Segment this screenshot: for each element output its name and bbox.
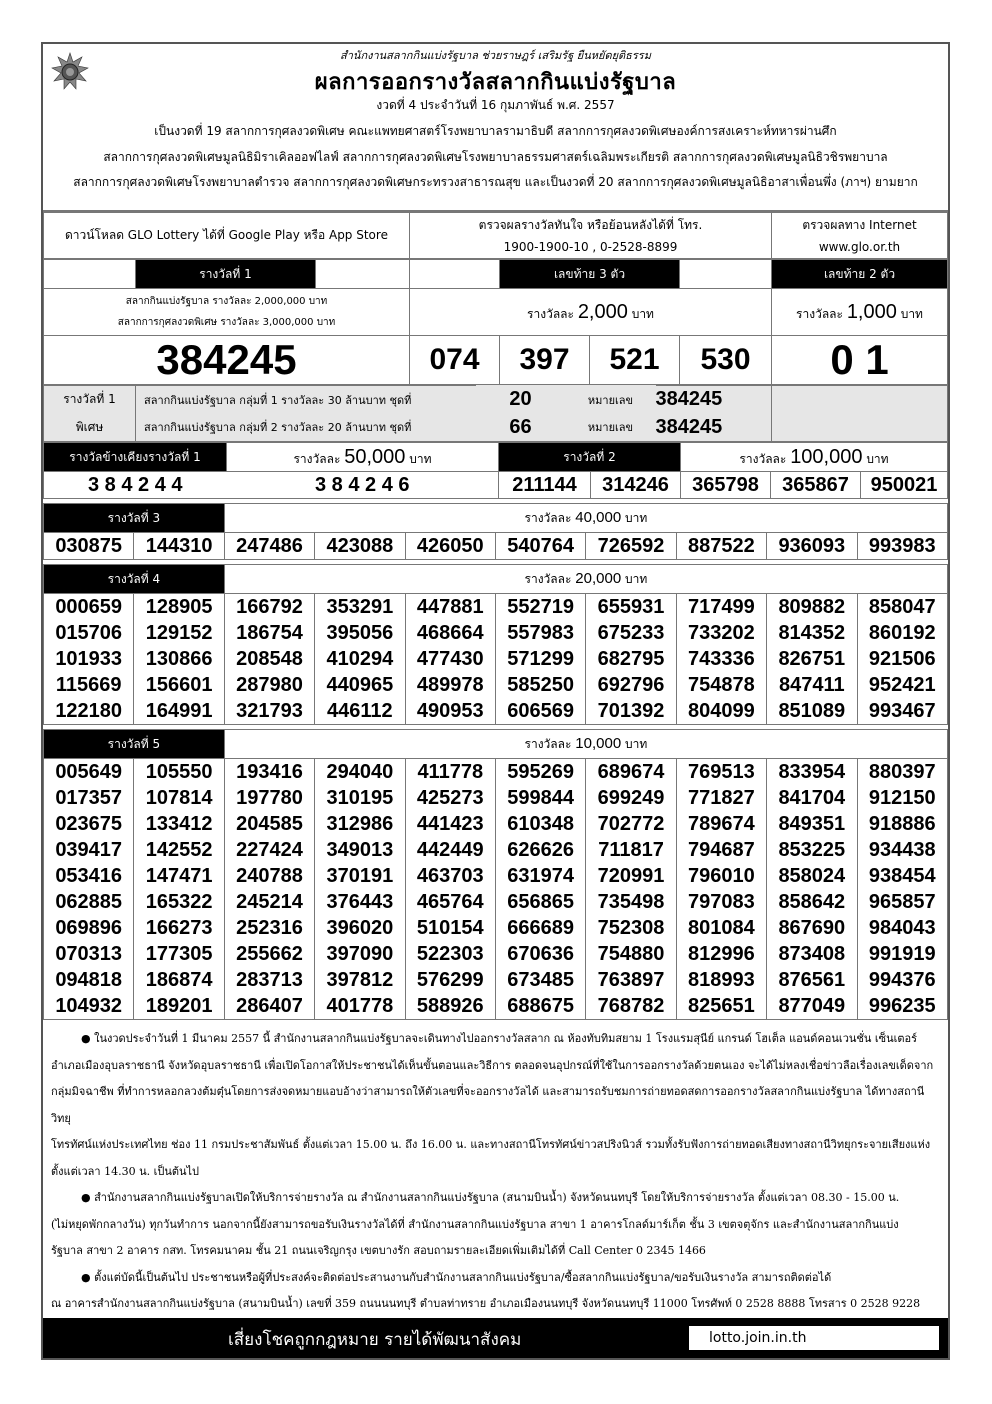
note-2-line-2: (ไม่หยุดพักกลางวัน) ทุกวันทำการ นอกจากนี้ยังสามารถขอรับเงินรางวัลได้ที่ สำนักงานสลากกินแบ่งรัฐบาล สาขา 1 อาคารโกลด์มาร์เก็ต ชั้น 3 เขตจตุจักร และสำนักงานสลากกินแบ่ง (51, 1217, 899, 1231)
fifth-prize-number: 994376 (857, 967, 947, 993)
fourth-prize-number: 814352 (767, 620, 857, 646)
fifth-prize-number: 789674 (676, 811, 766, 837)
second-prize-amount: รางวัลละ 100,000 บาท (681, 443, 948, 472)
fourth-prize-number: 440965 (315, 672, 405, 698)
fifth-prize-number: 588926 (405, 993, 495, 1020)
fourth-prize-label: รางวัลที่ 4 (44, 565, 225, 594)
third-prize-number: 423088 (315, 533, 405, 560)
special-prize-table (43, 385, 948, 442)
fifth-prize-row (44, 967, 948, 993)
third-prize-number: 030875 (44, 533, 134, 560)
note-3-line-2: ณ อาคารสำนักงานสลากกินแบ่งรัฐบาล (สนามบินน้ำ) เลขที่ 359 ถนนนนทบุรี ตำบลท่าทราย อำเภอเมืองนนทบุรี จังหวัดนนทบุรี 11000 โทรศัพท์ 0 2528 8888 โทรสาร 0 2528 9228 (51, 1297, 921, 1310)
fourth-prize-number: 692796 (586, 672, 676, 698)
special-row-2-num-label: หมายเลข (566, 414, 656, 442)
fifth-prize-number: 465764 (405, 889, 495, 915)
third-prize-label: รางวัลที่ 3 (44, 504, 225, 533)
fifth-prize-number: 794687 (676, 837, 766, 863)
download-app-text: ดาวน์โหลด GLO Lottery ได้ที่ Google Play หรือ App Store (44, 213, 410, 259)
special-row-1-set: 20 (509, 388, 532, 410)
second-prize-number: 950021 (861, 472, 948, 499)
fifth-prize-amount: รางวัลละ 10,000 บาท (224, 730, 947, 759)
fifth-prize-number: 039417 (44, 837, 134, 863)
second-prize-number: 365867 (771, 472, 861, 499)
fifth-prize-number: 197780 (224, 785, 314, 811)
internet-url[interactable]: www.glo.or.th (818, 239, 901, 254)
fifth-prize-number: 094818 (44, 967, 134, 993)
fourth-prize-number: 804099 (676, 698, 766, 725)
fifth-prize-number: 599844 (495, 785, 585, 811)
fifth-prize-number: 595269 (495, 759, 585, 786)
fifth-prize-number: 912150 (857, 785, 947, 811)
fifth-prize-number: 255662 (224, 941, 314, 967)
fifth-prize-number: 312986 (315, 811, 405, 837)
fifth-prize-number: 670636 (495, 941, 585, 967)
fifth-prize-number: 984043 (857, 915, 947, 941)
fifth-prize-number: 062885 (44, 889, 134, 915)
note-1-line-5: ตั้งแต่เวลา 14.30 น. เป็นต้นไป (51, 1164, 200, 1178)
fourth-prize-number: 858047 (857, 594, 947, 621)
fifth-prize-row (44, 915, 948, 941)
fifth-prize-number: 294040 (315, 759, 405, 786)
fifth-prize-number: 165322 (134, 889, 224, 915)
third-prize-number: 540764 (495, 533, 585, 560)
fifth-prize-number: 934438 (857, 837, 947, 863)
last3-number-2: 397 (500, 336, 590, 385)
fifth-prize-number: 996235 (857, 993, 947, 1020)
fourth-prize-number: 490953 (405, 698, 495, 725)
fifth-prize-number: 688675 (495, 993, 585, 1020)
fourth-prize-number: 186754 (224, 620, 314, 646)
fifth-prize-number: 796010 (676, 863, 766, 889)
fifth-prize-number: 711817 (586, 837, 676, 863)
fifth-prize-number: 053416 (44, 863, 134, 889)
fifth-prize-number: 720991 (586, 863, 676, 889)
first-prize-line-1: สลากกินแบ่งรัฐบาล รางวัลละ 2,000,000 บาท (125, 296, 328, 307)
fourth-prize-number: 208548 (224, 646, 314, 672)
fourth-prize-table (43, 564, 948, 725)
fifth-prize-row (44, 759, 948, 786)
fourth-prize-numbers (44, 594, 948, 725)
third-prize-number: 247486 (224, 533, 314, 560)
note-3-line-1: ● ตั้งแต่บัดนี้เป็นต้นไป ประชาชนหรือผู้ที่ประสงค์จะติดต่อประสานงานกับสำนักงานสลากกินแบ่งรัฐบาล/ซื้อสลากกินแบ่งรัฐบาล/ขอรับเงินรางวัล สามารถติดต่อได้ (81, 1270, 832, 1284)
fourth-prize-number: 166792 (224, 594, 314, 621)
fourth-prize-number: 826751 (767, 646, 857, 672)
near-first-amount: รางวัลละ 50,000 บาท (227, 443, 499, 472)
special-label-2: พิเศษ (44, 414, 136, 442)
fifth-prize-numbers (44, 759, 948, 1020)
special-row-2-number: 384245 (656, 414, 772, 442)
fifth-prize-number: 858642 (767, 889, 857, 915)
fourth-prize-number: 552719 (495, 594, 585, 621)
phone-check-info (410, 213, 772, 259)
fourth-prize-row (44, 594, 948, 621)
fourth-prize-number: 860192 (857, 620, 947, 646)
fourth-prize-number: 115669 (44, 672, 134, 698)
special-empty-cell (772, 386, 948, 442)
fifth-prize-number: 463703 (405, 863, 495, 889)
fifth-prize-number: 397090 (315, 941, 405, 967)
first-prize-line-2: สลากการกุศลงวดพิเศษ รางวัลละ 3,000,000 บาท (117, 317, 336, 328)
fifth-prize-number: 735498 (586, 889, 676, 915)
fifth-prize-row (44, 837, 948, 863)
fifth-prize-number: 768782 (586, 993, 676, 1020)
fourth-prize-row (44, 672, 948, 698)
fifth-prize-row (44, 785, 948, 811)
fifth-prize-number: 801084 (676, 915, 766, 941)
page-title: ผลการออกรางวัลสลากกินแบ่งรัฐบาล (314, 70, 677, 95)
fourth-prize-number: 585250 (495, 672, 585, 698)
info-table (43, 212, 948, 259)
fifth-prize-number: 286407 (224, 993, 314, 1020)
fifth-prize-number: 105550 (134, 759, 224, 786)
fourth-prize-number: 446112 (315, 698, 405, 725)
last3-label: เลขท้าย 3 ตัว (500, 260, 680, 289)
third-prize-number: 887522 (676, 533, 766, 560)
third-prize-amount: รางวัลละ 40,000 บาท (224, 504, 947, 533)
fifth-prize-number: 867690 (767, 915, 857, 941)
last2-number: 0 1 (772, 336, 948, 385)
fifth-prize-row (44, 863, 948, 889)
fourth-prize-number: 655931 (586, 594, 676, 621)
special-row-1-number: 384245 (656, 386, 772, 414)
fifth-prize-number: 370191 (315, 863, 405, 889)
fourth-prize-number: 952421 (857, 672, 947, 698)
note-1-line-2: อำเภอเมืองอุบลราชธานี จังหวัดอุบลราชธานี เพื่อเปิดโอกาสให้ประชาชนได้เห็นขั้นตอนและวิธีการ ตลอดจนอุปกรณ์ที่ใช้ในการออกรางวัลด้วยตนเอง จะได้ไม่หลงเชื่อข่าวลือเรื่องเลขเด็ดจาก (51, 1058, 934, 1072)
special-row-1-num-label: หมายเลข (587, 393, 634, 407)
fifth-prize-number: 666689 (495, 915, 585, 941)
fourth-prize-number: 993467 (857, 698, 947, 725)
first-prize-label: รางวัลที่ 1 (136, 260, 316, 289)
fifth-prize-number: 510154 (405, 915, 495, 941)
fifth-prize-number: 227424 (224, 837, 314, 863)
fifth-prize-number: 425273 (405, 785, 495, 811)
third-prize-number: 936093 (767, 533, 857, 560)
fifth-prize-row (44, 941, 948, 967)
fifth-prize-number: 858024 (767, 863, 857, 889)
fifth-prize-number: 396020 (315, 915, 405, 941)
fifth-prize-number: 752308 (586, 915, 676, 941)
internet-check-info (772, 213, 948, 259)
header (43, 44, 948, 212)
fifth-prize-number: 310195 (315, 785, 405, 811)
fifth-prize-number: 812996 (676, 941, 766, 967)
fourth-prize-number: 164991 (134, 698, 224, 725)
fifth-prize-number: 070313 (44, 941, 134, 967)
fourth-prize-number: 606569 (495, 698, 585, 725)
fifth-prize-number: 283713 (224, 967, 314, 993)
third-prize-table (43, 503, 948, 560)
fourth-prize-number: 675233 (586, 620, 676, 646)
fifth-prize-number: 147471 (134, 863, 224, 889)
description-line-3: สลากการกุศลงวดพิเศษโรงพยาบาลตำรวจ สลากการกุศลงวดพิเศษกระทรวงสาธารณสุข และเป็นงวดที่ 20 สลากการกุศลงวดพิเศษมูลนิธิอาสาเพื่อนพึ่ง (ภาฯ) ยามยาก (73, 175, 918, 189)
fifth-prize-number: 938454 (857, 863, 947, 889)
fifth-prize-number: 133412 (134, 811, 224, 837)
last2-amount-value: 1,000 (846, 300, 897, 323)
fifth-prize-label: รางวัลที่ 5 (44, 730, 225, 759)
note-2-line-1: ● สำนักงานสลากกินแบ่งรัฐบาลเปิดให้บริการจ่ายรางวัล ณ สำนักงานสลากกินแบ่งรัฐบาล (สนามบินน้ำ) จังหวัดนนทบุรี โดยให้บริการจ่ายรางวัล ตั้งแต่เวลา 08.30 - 15.00 น. (81, 1191, 900, 1204)
fourth-prize-number: 395056 (315, 620, 405, 646)
fifth-prize-number: 877049 (767, 993, 857, 1020)
fourth-prize-number: 701392 (586, 698, 676, 725)
fifth-prize-number: 442449 (405, 837, 495, 863)
fifth-prize-table (43, 729, 948, 1020)
fourth-prize-row (44, 620, 948, 646)
third-prize-number: 144310 (134, 533, 224, 560)
fourth-prize-row (44, 646, 948, 672)
fourth-prize-number: 477430 (405, 646, 495, 672)
footer-site-link[interactable]: lotto.join.in.th (689, 1326, 939, 1350)
near-and-second-prize-table (43, 442, 948, 499)
fourth-prize-number: 557983 (495, 620, 585, 646)
fifth-prize-number: 699249 (586, 785, 676, 811)
last2-amount: รางวัลละ 1,000 บาท (772, 289, 948, 336)
last3-number-1: 074 (410, 336, 500, 385)
fourth-prize-number: 321793 (224, 698, 314, 725)
fifth-prize-number: 631974 (495, 863, 585, 889)
special-row-2-set: 66 (476, 414, 566, 442)
fifth-prize-number: 880397 (857, 759, 947, 786)
fifth-prize-number: 825651 (676, 993, 766, 1020)
fifth-prize-number: 069896 (44, 915, 134, 941)
fourth-prize-number: 847411 (767, 672, 857, 698)
fourth-prize-number: 410294 (315, 646, 405, 672)
announcement-notes (43, 1020, 948, 1344)
near-first-number-1: 3 8 4 2 4 4 (44, 472, 227, 499)
fifth-prize-number: 841704 (767, 785, 857, 811)
fifth-prize-number: 397812 (315, 967, 405, 993)
footer-slogan: เสี่ยงโชคถูกกฎหมาย รายได้พัฒนาสังคม (228, 1330, 522, 1350)
fifth-prize-number: 769513 (676, 759, 766, 786)
fourth-prize-number: 128905 (134, 594, 224, 621)
fourth-prize-amount: รางวัลละ 20,000 บาท (224, 565, 947, 594)
special-row-1-desc: สลากกินแบ่งรัฐบาล กลุ่มที่ 1 รางวัลละ 30 ล้านบาท ชุดที่ (136, 386, 476, 414)
org-slogan: สำนักงานสลากกินแบ่งรัฐบาล ช่วยราษฎร์ เสริมรัฐ ยืนหยัดยุติธรรม (340, 49, 651, 62)
fifth-prize-number: 702772 (586, 811, 676, 837)
fourth-prize-number: 287980 (224, 672, 314, 698)
second-prize-number: 365798 (681, 472, 771, 499)
fourth-prize-number: 101933 (44, 646, 134, 672)
note-1-line-3: กลุ่มมิจฉาชีพ ที่ทำการหลอกลวงต้มตุ๋นโดยการส่งจดหมายแอบอ้างว่าสามารถให้ตัวเลขที่จะออกรางวัลได้ และสามารถรับชมการถ่ายทอดสดการออกรางวัลสลากกินแบ่งรัฐบาล ได้ทางสถานีวิทยุ (51, 1085, 925, 1125)
note-2-line-3: รัฐบาล สาขา 2 อาคาร กสท. โทรคมนาคม ชั้น 21 ถนนเจริญกรุง เขตบางรัก สอบถามรายละเอียดเพิ่มเติมได้ที่ Call Center 0 2345 1466 (51, 1244, 706, 1257)
fourth-prize-number: 468664 (405, 620, 495, 646)
fifth-prize-number: 833954 (767, 759, 857, 786)
fourth-prize-number: 353291 (315, 594, 405, 621)
fifth-prize-number: 177305 (134, 941, 224, 967)
fifth-prize-number: 245214 (224, 889, 314, 915)
special-row-2-desc: สลากกินแบ่งรัฐบาล กลุ่มที่ 2 รางวัลละ 20 ล้านบาท ชุดที่ (136, 414, 476, 442)
fifth-prize-number: 689674 (586, 759, 676, 786)
fifth-prize-number: 853225 (767, 837, 857, 863)
fifth-prize-number: 023675 (44, 811, 134, 837)
lottery-results-sheet (41, 42, 950, 1360)
fifth-prize-number: 186874 (134, 967, 224, 993)
fifth-prize-number: 754880 (586, 941, 676, 967)
fourth-prize-number: 015706 (44, 620, 134, 646)
fifth-prize-number: 849351 (767, 811, 857, 837)
fourth-prize-number: 717499 (676, 594, 766, 621)
last3-number-3: 521 (590, 336, 680, 385)
description-line-2: สลากการกุศลงวดพิเศษมูลนิธิมิราเคิลออฟไลฟ์ สลากการกุศลงวดพิเศษโรงพยาบาลธรรมศาสตร์เฉลิมพระเกียรติ สลากการกุศลงวดพิเศษมูลนิธิวชิรพยาบาล (103, 150, 888, 164)
fifth-prize-number: 876561 (767, 967, 857, 993)
fourth-prize-number: 743336 (676, 646, 766, 672)
fifth-prize-number: 193416 (224, 759, 314, 786)
note-1-line-1: ● ในงวดประจำวันที่ 1 มีนาคม 2557 นี้ สำนักงานสลากกินแบ่งรัฐบาลจะเดินทางไปออกรางวัลสลาก ณ ห้องทับทิมสยาม 1 โรงแรมสุนีย์ แกรนด์ โฮเต็ล แอนด์คอนเวนชั่น เซ็นเตอร์ (81, 1032, 918, 1045)
fifth-prize-row (44, 889, 948, 915)
last3-amount-value: 2,000 (577, 300, 628, 323)
fifth-prize-number: 349013 (315, 837, 405, 863)
first-prize-amounts (44, 289, 410, 336)
fifth-prize-number: 166273 (134, 915, 224, 941)
fifth-prize-number: 142552 (134, 837, 224, 863)
fifth-prize-number: 189201 (134, 993, 224, 1020)
fourth-prize-number: 156601 (134, 672, 224, 698)
fourth-prize-number: 921506 (857, 646, 947, 672)
fifth-prize-number: 204585 (224, 811, 314, 837)
fourth-prize-number: 682795 (586, 646, 676, 672)
fifth-prize-number: 771827 (676, 785, 766, 811)
fifth-prize-row (44, 811, 948, 837)
fifth-prize-number: 610348 (495, 811, 585, 837)
second-prize-number: 314246 (591, 472, 681, 499)
fifth-prize-number: 991919 (857, 941, 947, 967)
fifth-prize-number: 673485 (495, 967, 585, 993)
fourth-prize-number: 809882 (767, 594, 857, 621)
last3-amount: รางวัลละ 2,000 บาท (410, 289, 772, 336)
third-prize-number: 726592 (586, 533, 676, 560)
fifth-prize-number: 441423 (405, 811, 495, 837)
second-prize-number: 211144 (499, 472, 591, 499)
fifth-prize-number: 797083 (676, 889, 766, 915)
third-prize-number: 426050 (405, 533, 495, 560)
near-first-number-2: 3 8 4 2 4 6 (227, 472, 499, 499)
fourth-prize-number: 489978 (405, 672, 495, 698)
fifth-prize-number: 104932 (44, 993, 134, 1020)
fifth-prize-number: 818993 (676, 967, 766, 993)
internet-label: ตรวจผลทาง Internet (802, 217, 917, 232)
second-prize-label: รางวัลที่ 2 (499, 443, 681, 472)
fourth-prize-row (44, 698, 948, 725)
near-first-label: รางวัลข้างเคียงรางวัลที่ 1 (44, 443, 227, 472)
note-1-line-4: โทรทัศน์แห่งประเทศไทย ช่อง 11 กรมประชาสัมพันธ์ ตั้งแต่เวลา 15.00 น. ถึง 16.00 น. และทางสถานีโทรทัศน์ข่าวสปริงนิวส์ รวมทั้งรับฟังการถ่ายทอดเสียงทางสถานีวิทยุกระจายเสียงแห่ง (51, 1138, 931, 1151)
fourth-prize-number: 754878 (676, 672, 766, 698)
fifth-prize-number: 873408 (767, 941, 857, 967)
fifth-prize-number: 522303 (405, 941, 495, 967)
last3-number-4: 530 (680, 336, 772, 385)
fourth-prize-number: 130866 (134, 646, 224, 672)
fourth-prize-number: 129152 (134, 620, 224, 646)
main-prizes-table (43, 259, 948, 385)
fifth-prize-number: 918886 (857, 811, 947, 837)
footer-banner (43, 1318, 948, 1358)
fifth-prize-number: 411778 (405, 759, 495, 786)
fifth-prize-number: 376443 (315, 889, 405, 915)
fifth-prize-number: 252316 (224, 915, 314, 941)
fifth-prize-number: 626626 (495, 837, 585, 863)
fourth-prize-number: 447881 (405, 594, 495, 621)
third-prize-number: 993983 (857, 533, 947, 560)
phone-numbers: 1900-1900-10 , 0-2528-8899 (503, 239, 678, 254)
fifth-prize-number: 401778 (315, 993, 405, 1020)
fifth-prize-row (44, 993, 948, 1020)
last2-label: เลขท้าย 2 ตัว (772, 260, 948, 289)
fifth-prize-number: 965857 (857, 889, 947, 915)
fifth-prize-number: 763897 (586, 967, 676, 993)
fifth-prize-number: 576299 (405, 967, 495, 993)
fifth-prize-number: 656865 (495, 889, 585, 915)
fourth-prize-number: 851089 (767, 698, 857, 725)
fourth-prize-number: 571299 (495, 646, 585, 672)
fifth-prize-number: 017357 (44, 785, 134, 811)
draw-info: งวดที่ 4 ประจำวันที่ 16 กุมภาพันธ์ พ.ศ. 2557 (376, 98, 615, 112)
description-line-1: เป็นงวดที่ 19 สลากการกุศลงวดพิเศษ คณะแพทยศาสตร์โรงพยาบาลรามาธิบดี สลากการกุศลงวดพิเศษองค์การสงเคราะห์ทหารผ่านศึก (154, 124, 837, 138)
fifth-prize-number: 107814 (134, 785, 224, 811)
fifth-prize-number: 240788 (224, 863, 314, 889)
fourth-prize-number: 733202 (676, 620, 766, 646)
fourth-prize-number: 122180 (44, 698, 134, 725)
fourth-prize-number: 000659 (44, 594, 134, 621)
phone-label: ตรวจผลรางวัลทันใจ หรือย้อนหลังได้ที่ โทร. (478, 217, 703, 232)
special-label-1: รางวัลที่ 1 (44, 386, 136, 414)
first-prize-number: 384245 (44, 336, 410, 385)
fifth-prize-number: 005649 (44, 759, 134, 786)
